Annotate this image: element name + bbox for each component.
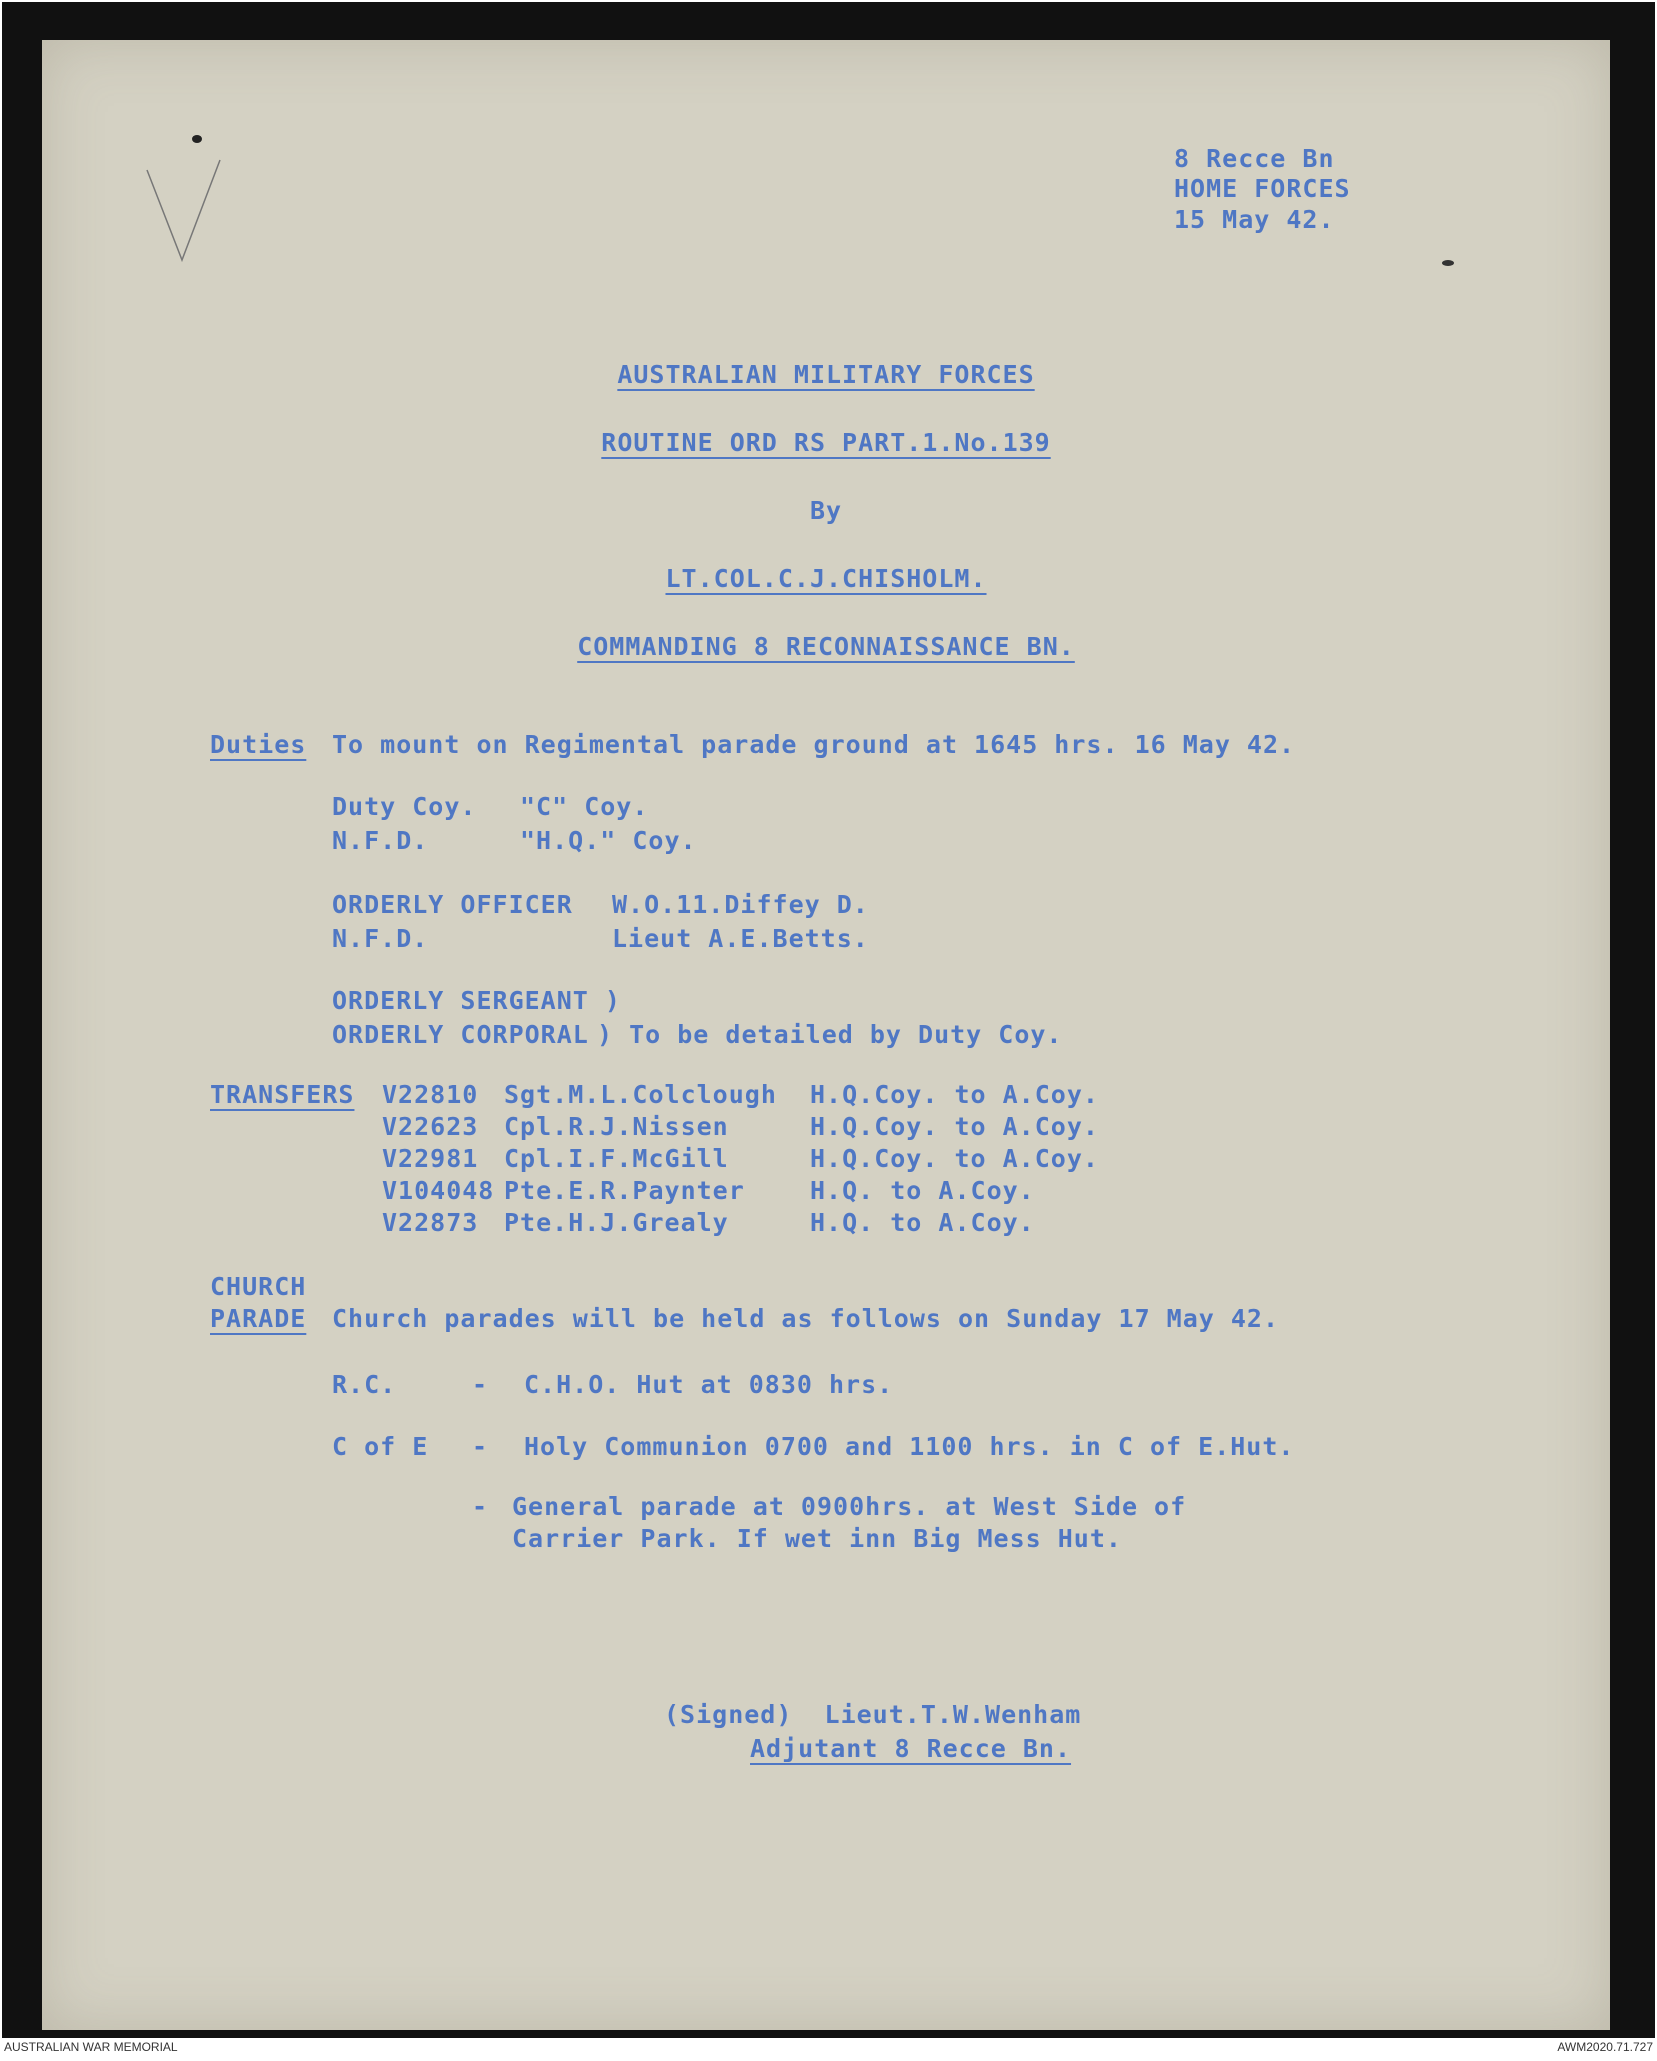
duties-label: Duties [210,730,307,759]
pencil-mark [142,150,222,280]
parade-label: PARADE [210,1304,307,1333]
duty-row-role: N.F.D. [332,924,429,953]
transfer-number: V22623 [382,1112,479,1141]
transfer-number: V104048 [382,1176,495,1205]
title-line2: ROUTINE ORD RS PART.1.No.139 [601,428,1051,457]
duty-row-value: "H.Q." Coy. [520,826,697,855]
ink-spot [192,135,202,143]
transfer-name: Cpl.R.J.Nissen [504,1112,729,1141]
ce-text: Holy Communion 0700 and 1100 hrs. in C of E.Hut. [524,1432,1295,1461]
duty-row-role: ORDERLY CORPORAL [332,1020,589,1049]
church-label: CHURCH [210,1272,307,1301]
duty-row-value: "C" Coy. [520,792,649,821]
signature-line: (Signed) Lieut.T.W.Wenham [664,1700,1082,1729]
ce-dash: - [472,1432,489,1461]
duty-row-value: W.O.11.Diffey D. [612,890,869,919]
duty-row-role: ORDERLY SERGEANT ) [332,986,621,1015]
duty-row-role: Duty Coy. [332,792,477,821]
transfer-name: Sgt.M.L.Colclough [504,1080,777,1109]
ce-label: C of E [332,1432,429,1461]
footer-accession: AWM2020.71.727 [1557,2040,1653,2054]
rc-dash: - [472,1370,489,1399]
duty-row-value: ) To be detailed by Duty Coy. [597,1020,1063,1049]
document-page [42,40,1610,2030]
transfers-label: TRANSFERS [210,1080,355,1109]
transfer-move: H.Q.Coy. to A.Coy. [810,1112,1099,1141]
ink-spot-right [1442,260,1454,266]
header-date: 15 May 42. [1174,205,1335,234]
transfer-number: V22810 [382,1080,479,1109]
general-dash: - [472,1492,489,1521]
general-text-line1: General parade at 0900hrs. at West Side of [512,1492,1187,1521]
title-line4: LT.COL.C.J.CHISHOLM. [665,564,987,593]
transfer-name: Cpl.I.F.McGill [504,1144,729,1173]
transfer-name: Pte.E.R.Paynter [504,1176,745,1205]
title-line3: By [809,496,843,525]
transfer-name: Pte.H.J.Grealy [504,1208,729,1237]
rc-text: C.H.O. Hut at 0830 hrs. [524,1370,894,1399]
church-intro: Church parades will be held as follows on Sunday 17 May 42. [332,1304,1280,1333]
general-text-line2: Carrier Park. If wet inn Big Mess Hut. [512,1524,1122,1553]
header-forces: HOME FORCES [1174,174,1351,203]
transfer-move: H.Q. to A.Coy. [810,1176,1035,1205]
title-line1: AUSTRALIAN MILITARY FORCES [617,360,1035,389]
transfer-number: V22981 [382,1144,479,1173]
header-unit: 8 Recce Bn [1174,144,1335,173]
signature-title: Adjutant 8 Recce Bn. [750,1734,1072,1763]
rc-label: R.C. [332,1370,397,1399]
footer-credit: AUSTRALIAN WAR MEMORIAL [4,2040,178,2054]
transfer-move: H.Q.Coy. to A.Coy. [810,1080,1099,1109]
transfer-move: H.Q.Coy. to A.Coy. [810,1144,1099,1173]
transfer-number: V22873 [382,1208,479,1237]
title-line5: COMMANDING 8 RECONNAISSANCE BN. [577,632,1075,661]
duty-row-role: ORDERLY OFFICER [332,890,573,919]
duties-intro: To mount on Regimental parade ground at 1645 hrs. 16 May 42. [332,730,1296,759]
duty-row-value: Lieut A.E.Betts. [612,924,869,953]
transfer-move: H.Q. to A.Coy. [810,1208,1035,1237]
duty-row-role: N.F.D. [332,826,429,855]
